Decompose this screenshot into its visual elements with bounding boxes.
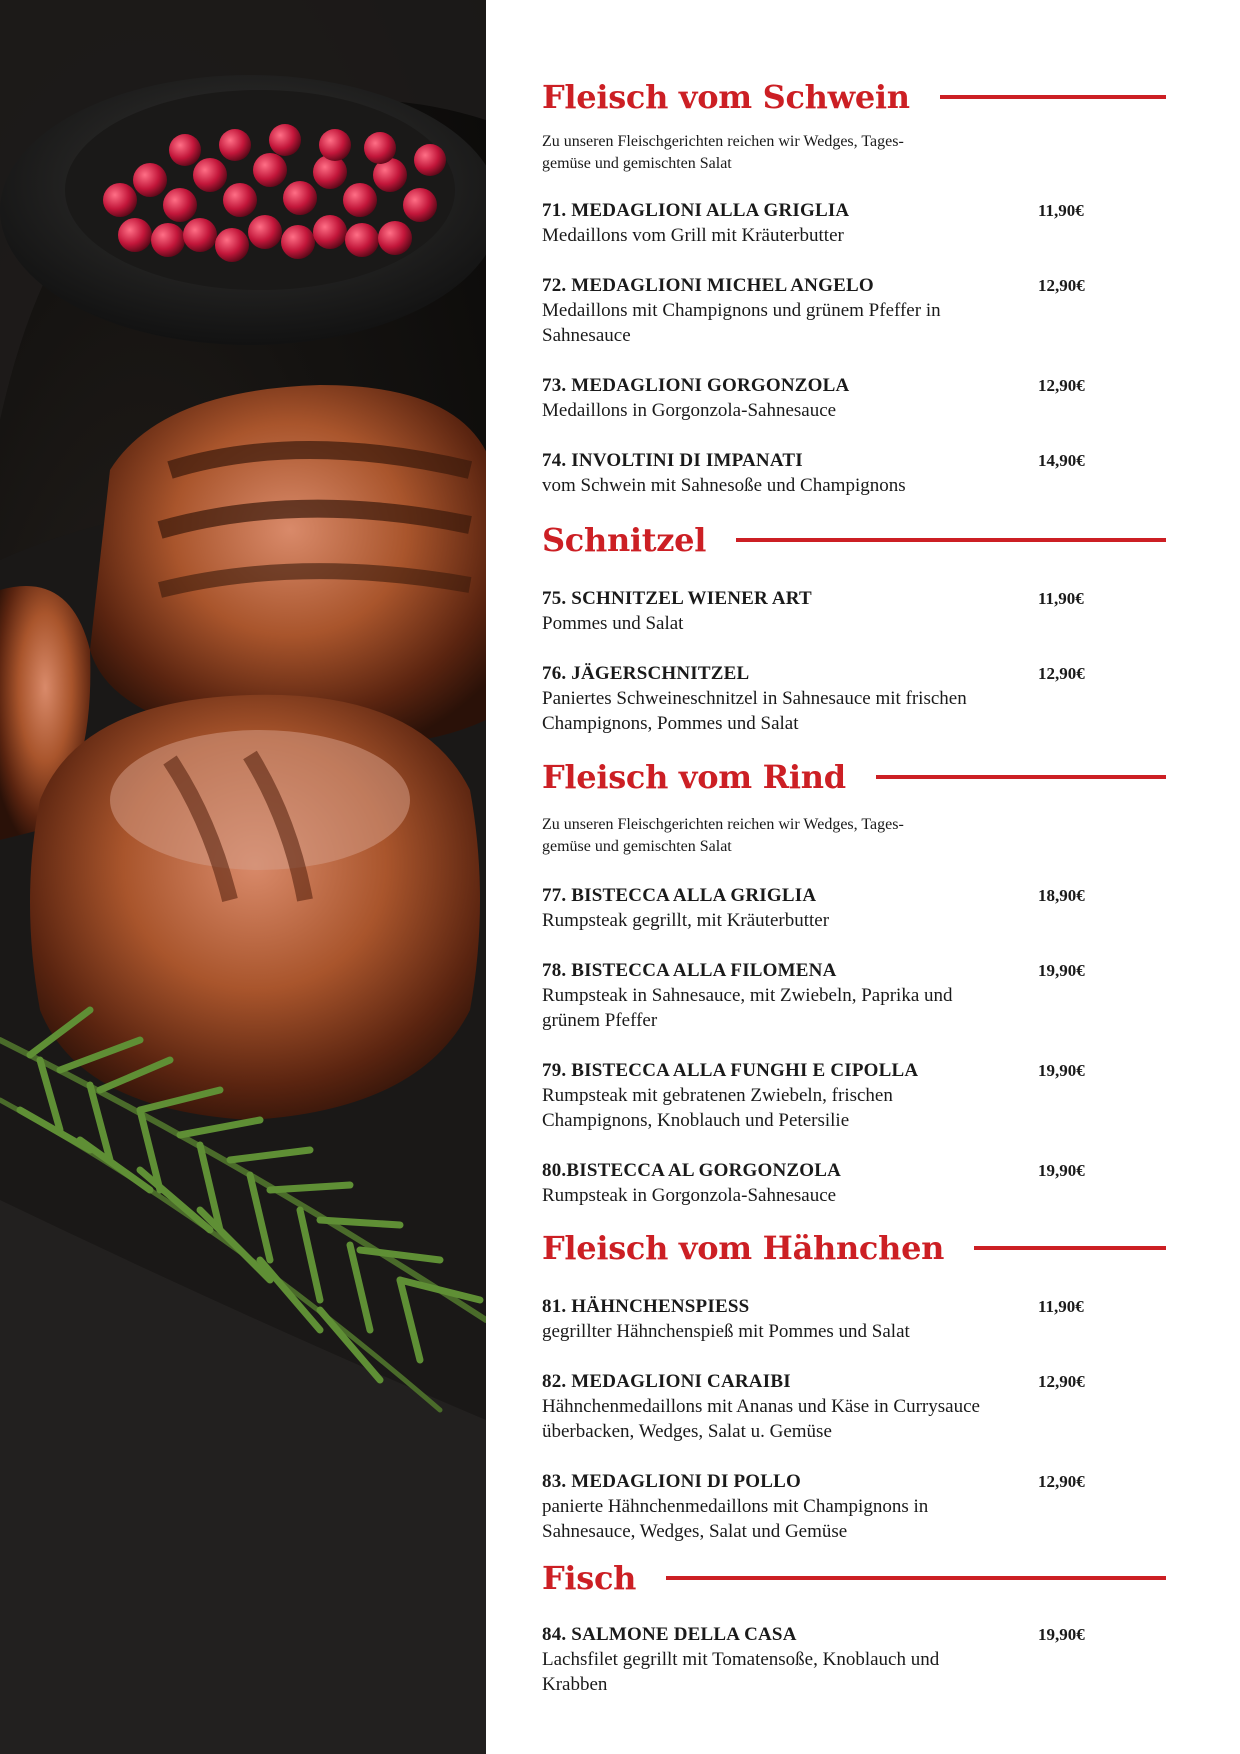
menu-item (542, 1158, 1102, 1208)
item-name: 83. MEDAGLIONI DI POLLO (542, 1471, 802, 1492)
item-price: 12,90€ (1038, 664, 1085, 683)
item-name: 79. BISTECCA ALLA FUNGHI E CIPOLLA (542, 1060, 919, 1081)
item-name: 74. INVOLTINI DI IMPANATI (542, 450, 803, 471)
section-header-schwein (542, 77, 1166, 117)
item-price: 19,90€ (1038, 1625, 1085, 1644)
item-description: Rumpsteak mit gebratenen Zwiebeln, frischen Champignons, Knoblauch und Petersilie (542, 1085, 893, 1131)
item-price: 12,90€ (1038, 276, 1085, 295)
item-description: vom Schwein mit Sahnesoße und Champignons (542, 475, 906, 496)
item-description: Rumpsteak gegrillt, mit Kräuterbutter (542, 910, 830, 931)
item-description: gegrillter Hähnchenspieß mit Pommes und Salat (542, 1321, 910, 1342)
item-price: 18,90€ (1038, 886, 1085, 905)
item-name: 71. MEDAGLIONI ALLA GRIGLIA (542, 200, 850, 221)
section-header-schnitzel (542, 520, 1166, 560)
menu-item (542, 958, 1102, 1033)
steak-top (90, 385, 486, 747)
section-title: Fleisch vom Schwein (542, 78, 910, 116)
item-name: 77. BISTECCA ALLA GRIGLIA (542, 885, 817, 906)
section-header-rind (542, 757, 1166, 797)
menu-item (542, 273, 1102, 348)
item-price: 11,90€ (1038, 1297, 1084, 1316)
menu-item (542, 1369, 1102, 1444)
item-name: 76. JÄGERSCHNITZEL (542, 663, 750, 684)
item-description: Lachsfilet gegrillt mit Tomatensoße, Knoblauch und Krabben (542, 1649, 940, 1695)
menu-item (542, 1058, 1102, 1133)
section-rule (974, 1246, 1166, 1250)
section-title: Fleisch vom Hähnchen (542, 1229, 945, 1267)
item-price: 12,90€ (1038, 376, 1085, 395)
item-name: 81. HÄHNCHENSPIESS (542, 1296, 750, 1317)
section-rule (666, 1576, 1166, 1580)
item-description: Medaillons mit Champignons und grünem Pfeffer in Sahnesauce (542, 300, 941, 346)
item-description: Rumpsteak in Sahnesauce, mit Zwiebeln, Paprika und grünem Pfeffer (542, 985, 953, 1031)
item-name: 80.BISTECCA AL GORGONZOLA (542, 1160, 842, 1181)
food-photo (0, 0, 486, 1754)
item-name: 73. MEDAGLIONI GORGONZOLA (542, 375, 850, 396)
item-price: 19,90€ (1038, 961, 1085, 980)
item-price: 14,90€ (1038, 451, 1085, 470)
item-description: Paniertes Schweineschnitzel in Sahnesauce mit frischen Champignons, Pommes und Salat (542, 688, 967, 734)
section-intro: Zu unseren Fleischgerichten reichen wir Wedges, Tages- gemüse und gemischten Salat (542, 133, 904, 172)
section-rule (940, 95, 1166, 99)
item-price: 11,90€ (1038, 201, 1084, 220)
item-name: 82. MEDAGLIONI CARAIBI (542, 1371, 791, 1392)
menu-item (542, 198, 1102, 248)
item-price: 11,90€ (1038, 589, 1084, 608)
item-description: Medaillons vom Grill mit Kräuterbutter (542, 225, 844, 246)
item-name: 75. SCHNITZEL WIENER ART (542, 588, 812, 609)
item-name: 84. SALMONE DELLA CASA (542, 1624, 797, 1645)
item-price: 19,90€ (1038, 1161, 1085, 1180)
section-intro: Zu unseren Fleischgerichten reichen wir Wedges, Tages- gemüse und gemischten Salat (542, 816, 904, 855)
section-title: Fleisch vom Rind (542, 758, 846, 796)
section-rule (736, 538, 1166, 542)
menu-item (542, 586, 1102, 636)
menu-item (542, 883, 1102, 933)
menu-item (542, 1294, 1102, 1344)
section-header-fisch (542, 1558, 1166, 1598)
menu-item (542, 448, 1102, 498)
menu-item (542, 1622, 1102, 1697)
item-price: 12,90€ (1038, 1472, 1085, 1491)
section-title: Schnitzel (542, 521, 707, 559)
item-name: 78. BISTECCA ALLA FILOMENA (542, 960, 837, 981)
menu-item (542, 373, 1102, 423)
menu-item (542, 661, 1102, 736)
item-description: Pommes und Salat (542, 613, 684, 634)
item-price: 12,90€ (1038, 1372, 1085, 1391)
item-description: Medaillons in Gorgonzola-Sahnesauce (542, 400, 837, 421)
item-description: panierte Hähnchenmedaillons mit Champignons in Sahnesauce, Wedges, Salat und Gemüse (542, 1496, 929, 1542)
section-header-haehnchen (542, 1228, 1166, 1268)
item-price: 19,90€ (1038, 1061, 1085, 1080)
food-photo-illustration (0, 0, 486, 1754)
menu-item (542, 1469, 1102, 1544)
section-title: Fisch (542, 1559, 637, 1597)
item-name: 72. MEDAGLIONI MICHEL ANGELO (542, 275, 874, 296)
item-description: Hähnchenmedaillons mit Ananas und Käse in Currysauce überbacken, Wedges, Salat u. Gemüse (542, 1396, 980, 1442)
item-description: Rumpsteak in Gorgonzola-Sahnesauce (542, 1185, 837, 1206)
section-rule (876, 775, 1166, 779)
